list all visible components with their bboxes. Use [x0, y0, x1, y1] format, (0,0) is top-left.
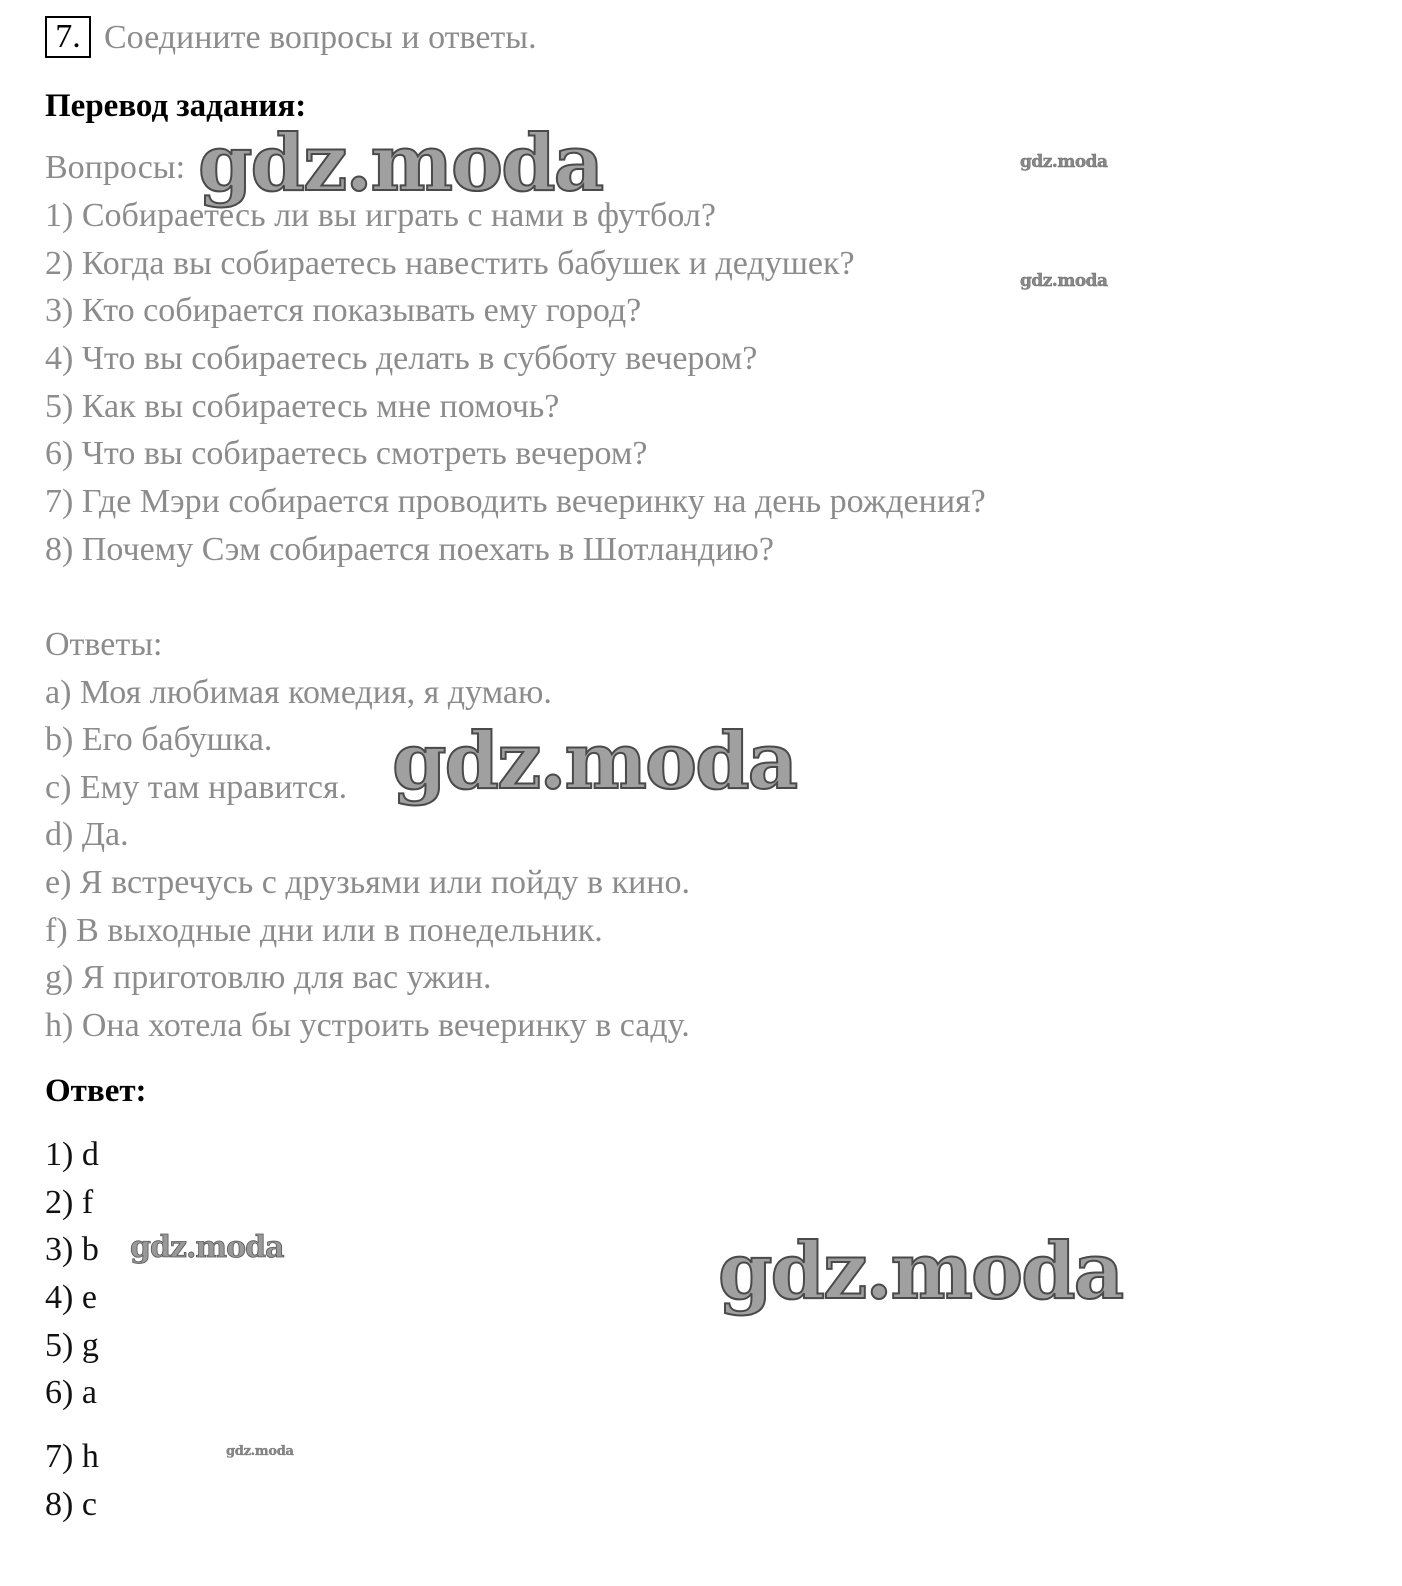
question-item: 7) Где Мэри собирается проводить вечеринку на день рождения?: [45, 483, 986, 520]
answer-option: c) Ему там нравится.: [45, 769, 348, 806]
question-item: 2) Когда вы собираетесь навестить бабушек и дедушек?: [45, 245, 855, 282]
answer-option: f) В выходные дни или в понедельник.: [45, 912, 603, 949]
watermark: gdz.moda: [198, 118, 603, 209]
question-item: 6) Что вы собираетесь смотреть вечером?: [45, 435, 648, 472]
watermark: gdz.moda: [392, 716, 797, 807]
answers-heading: Ответы:: [45, 626, 163, 663]
watermark: gdz.moda: [226, 1444, 294, 1459]
answer-option: b) Его бабушка.: [45, 721, 273, 758]
answer-item: 1) d: [45, 1136, 99, 1173]
answer-option: h) Она хотела бы устроить вечеринку в саду.: [45, 1007, 690, 1044]
watermark: gdz.moda: [718, 1226, 1123, 1317]
answer-option: g) Я приготовлю для вас ужин.: [45, 959, 492, 996]
task-number: 7.: [45, 16, 91, 58]
question-item: 5) Как вы собираетесь мне помочь?: [45, 388, 560, 425]
answer-option: d) Да.: [45, 816, 129, 853]
task-title: Соедините вопросы и ответы.: [104, 19, 537, 56]
questions-heading: Вопросы:: [45, 149, 186, 186]
question-item: 3) Кто собирается показывать ему город?: [45, 292, 642, 329]
answer-item: 7) h: [45, 1438, 99, 1475]
answer-item: 2) f: [45, 1184, 94, 1221]
watermark: gdz.moda: [1020, 271, 1108, 291]
translation-heading: Перевод задания:: [45, 88, 307, 124]
question-item: 8) Почему Сэм собирается поехать в Шотландию?: [45, 531, 774, 568]
answer-item: 6) a: [45, 1374, 97, 1411]
answer-item: 8) c: [45, 1486, 97, 1523]
answer-item: 3) b: [45, 1231, 99, 1268]
watermark: gdz.moda: [1020, 152, 1108, 172]
watermark: gdz.moda: [130, 1230, 284, 1265]
question-item: 1) Собираетесь ли вы играть с нами в футбол?: [45, 197, 716, 234]
answer-item: 4) e: [45, 1279, 97, 1316]
question-item: 4) Что вы собираетесь делать в субботу вечером?: [45, 340, 758, 377]
answer-item: 5) g: [45, 1327, 99, 1364]
answer-option: e) Я встречусь с друзьями или пойду в кино.: [45, 864, 690, 901]
answer-heading: Ответ:: [45, 1073, 147, 1109]
answer-option: a) Моя любимая комедия, я думаю.: [45, 674, 552, 711]
